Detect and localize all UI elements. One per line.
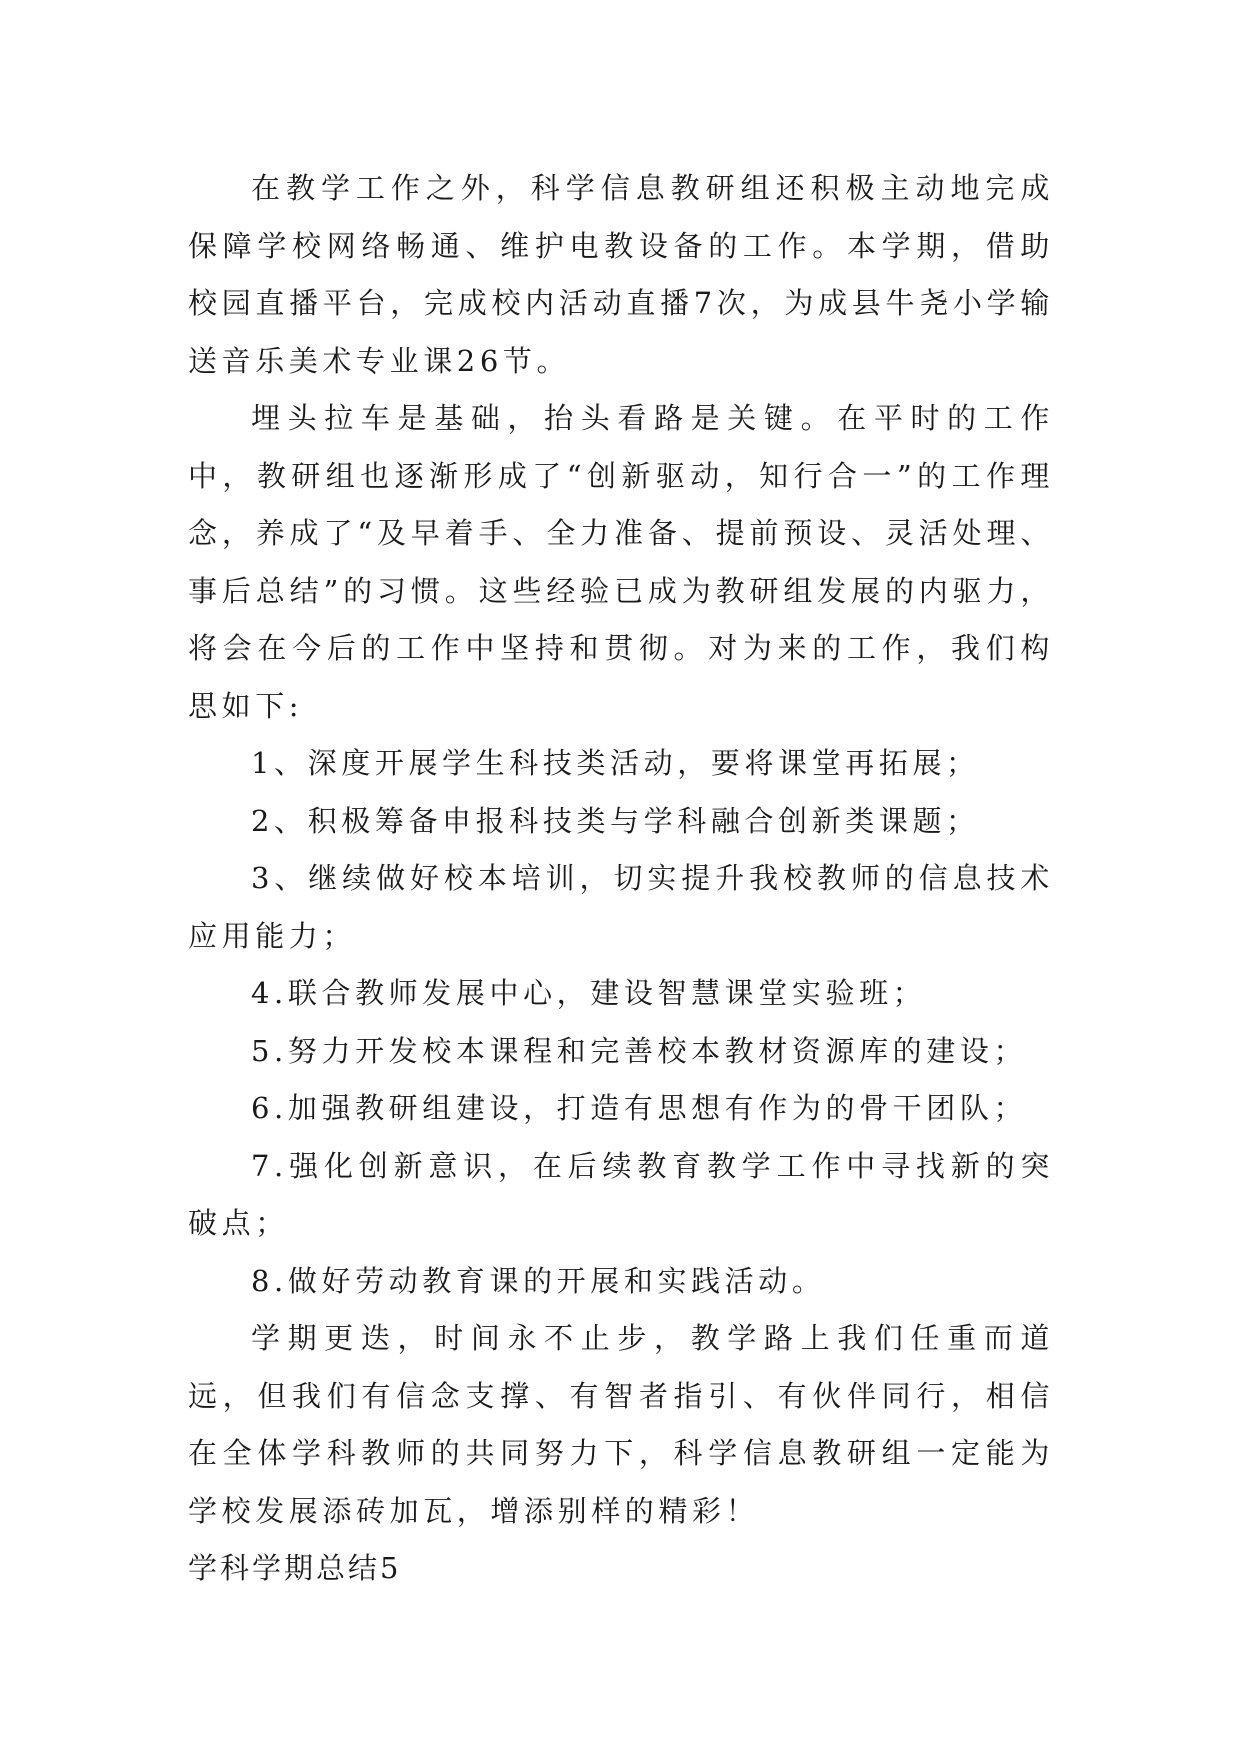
list-item: 8.做好劳动教育课的开展和实践活动。	[251, 1263, 826, 1298]
list-item: 3、继续做好校本培训，切实提升我校教师的信息技术应用能力；	[188, 861, 1054, 953]
document-body	[188, 160, 1054, 1598]
list-item: 4.联合教师发展中心，建设智慧课堂实验班；	[251, 976, 927, 1010]
paragraph-work-philosophy: 埋头拉车是基础，抬头看路是关键。在平时的工作中，教研组也逐渐形成了“创新驱动，知行合一”的工作理念，养成了“及早着手、全力准备、提前预设、灵活处理、事后总结”的习惯。这些经验已成为教研组发展的内驱力，将会在今后的工作中坚持和贯彻。对为来的工作，我们构思如下:	[188, 401, 1054, 723]
paragraph-closing: 学期更迭，时间永不止步，教学路上我们任重而道远，但我们有信念支撑、有智者指引、有伙伴同行，相信在全体学科教师的共同努力下，科学信息教研组一定能为学校发展添砖加瓦，增添别样的精彩！	[188, 1321, 1054, 1528]
list-item: 1、深度开展学生科技类活动，要将课堂再拓展；	[251, 746, 980, 780]
section-heading: 学科学期总结5	[188, 1551, 402, 1585]
list-item: 5.努力开发校本课程和完善校本教材资源库的建设；	[251, 1033, 1028, 1068]
list-item: 2、积极筹备申报科技类与学科融合创新类课题；	[251, 803, 980, 838]
paragraph-network-maintenance: 在教学工作之外，科学信息教研组还积极主动地完成保障学校网络畅通、维护电教设备的工作。本学期，借助校园直播平台，完成校内活动直播7次，为成县牛尧小学输送音乐美术专业课26节。	[188, 171, 1054, 378]
list-item: 7.强化创新意识，在后续教育教学工作中寻找新的突破点；	[188, 1148, 1054, 1240]
list-item: 6.加强教研组建设，打造有思想有作为的骨干团队；	[251, 1091, 1028, 1125]
